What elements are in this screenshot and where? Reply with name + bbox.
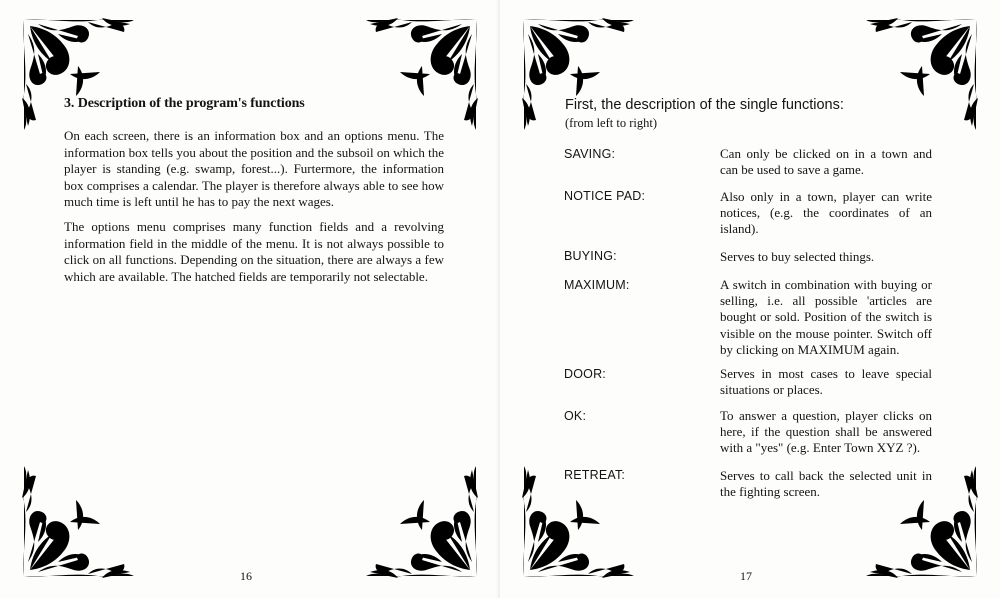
paragraph-text: The options menu comprises many function fields and a revolving information field in the middle of the menu. It is not always possible to click on all functions. Depending on the situation, there are always a few which are available. The hatched fields are temporarily not selectable. xyxy=(64,219,444,284)
page-number: 16 xyxy=(240,569,252,583)
function-desc-maximum: A switch in combination with buying or selling, i.e. all possible 'articles are bought or sold. Position of the switch is visible on the mouse pointer. Switch off by clicking on MAXIMUM again. xyxy=(720,277,932,357)
functions-intro: First, the description of the single functions: xyxy=(565,97,844,113)
paragraph-options-menu xyxy=(64,219,444,285)
section-heading: 3. Description of the program's functions xyxy=(64,96,305,111)
function-desc-ok: To answer a question, player clicks on here, if the question shall be answered with a "yes" (e.g. Enter Town XYZ ?). xyxy=(720,408,932,456)
function-term-notice-pad: NOTICE PAD: xyxy=(564,189,646,203)
corner-ornament-bottom-left xyxy=(18,462,138,582)
function-term-ok: OK: xyxy=(564,409,587,423)
function-term-saving: SAVING: xyxy=(564,147,616,161)
page-number: 17 xyxy=(740,569,752,583)
function-term-buying: BUYING: xyxy=(564,249,617,263)
functions-intro-sub: (from left to right) xyxy=(565,116,657,130)
paragraph-info-box xyxy=(64,128,444,211)
corner-ornament-top-right xyxy=(862,14,982,134)
paragraph-text: On each screen, there is an information box and an options menu. The information box tells you about the position and the subsoil on which the player is standing (e.g. swamp, forest...). Furtermore, the information box comprises a calendar. The player is therefore always able to see how much time is left until he has to pay the next wages. xyxy=(64,128,444,210)
corner-ornament-top-right xyxy=(362,14,482,134)
function-desc-door: Serves in most cases to leave special situations or places. xyxy=(720,366,932,398)
corner-ornament-bottom-right xyxy=(362,462,482,582)
function-desc-notice-pad: Also only in a town, player can write notices, (e.g. the coordinates of an island). xyxy=(720,189,932,237)
right-page xyxy=(500,0,1000,598)
function-desc-saving: Can only be clicked on in a town and can be used to save a game. xyxy=(720,146,932,178)
corner-ornament-top-left xyxy=(18,14,138,134)
function-term-maximum: MAXIMUM: xyxy=(564,278,630,292)
function-term-retreat: RETREAT: xyxy=(564,468,626,482)
function-term-door: DOOR: xyxy=(564,367,606,381)
function-desc-buying: Serves to buy selected things. xyxy=(720,249,875,264)
function-desc-retreat: Serves to call back the selected unit in the fighting screen. xyxy=(720,468,932,500)
